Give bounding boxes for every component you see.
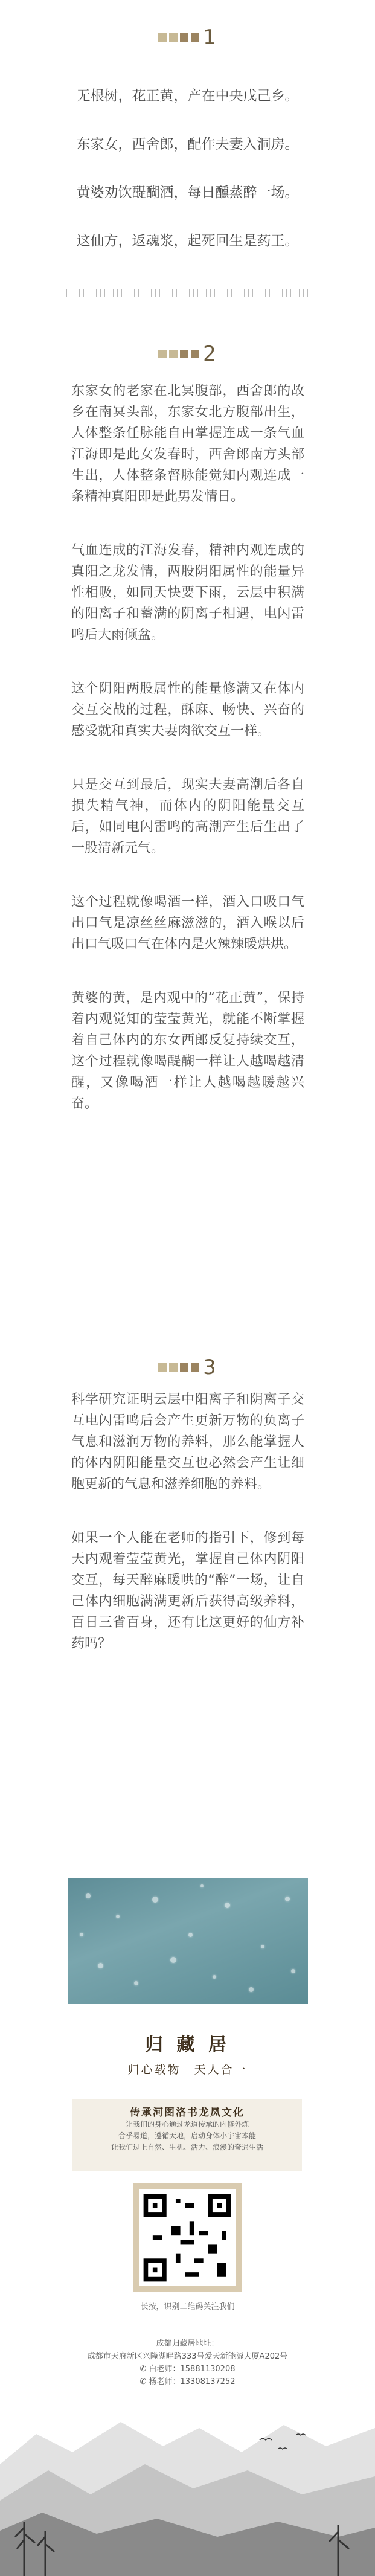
phone-icon: ✆ [139,2377,149,2386]
mark [191,1363,199,1372]
brand-motto: 归心载物 天人合一 [127,2063,248,2077]
section-1-header [0,25,375,50]
poem [0,85,375,278]
brand-name: 归 藏 居 [145,2034,230,2055]
ink-landscape-image [0,2368,375,2576]
water-drop [261,1945,264,1948]
section-2-header [0,342,375,366]
address-label: 成都归藏居地址： [156,2339,219,2348]
mark [180,1363,188,1372]
water-drop [225,1903,230,1908]
section-2-body [71,381,304,1147]
mark [191,350,199,358]
section-marks [158,33,199,42]
paragraph: 东家女的老家在北冥腹部，西舍郎的故乡在南冥头部，东家女北方腹部出生，人体整条任脉能自由掌握连成一条气血江海即是此女发春时，西舍郎南方头部生出，人体整条督脉能觉知内观连成一条精神真阳即是此男发情日。 [71,384,304,504]
water-drop [152,1897,158,1903]
water-drop [116,1915,120,1918]
paragraph: 这个阴阳两股属性的能量修满又在体内交互交战的过程，酥麻、畅快、兴奋的感受就和真实夫妻肉欲交互一样。 [71,681,304,739]
section-number: 1 [203,25,217,50]
address-line: 成都市天府新区兴隆湖畔路333号爱天新能源大厦A202号 [87,2352,288,2361]
paragraph: 只是交互到最后，现实夫妻高潮后各自损失精气神，而体内的阴阳能量交互后，如同电闪雷鸣的高潮产生后生出了一股清新元气。 [71,777,304,856]
qr-code-frame [133,2183,242,2292]
tagline-title: 传承河图洛书龙凤文化 [130,2107,245,2119]
mark [169,1363,178,1372]
poem-line: 这仙方，返魂浆，起死回生是药王。 [76,233,299,249]
section-number: 3 [203,1355,217,1380]
section-3-header [0,1355,375,1380]
water-drop [188,1933,193,1937]
water-drop [170,1957,176,1963]
mark [169,33,178,42]
contact-2: 杨老师：13308137252 [149,2377,236,2386]
mark [180,33,188,42]
section-marks [158,350,199,358]
mark [180,350,188,358]
water-drop [98,1963,103,1968]
poem-line: 无根树，花正黄，产在中央戊己乡。 [76,88,299,104]
water-drop [134,1981,138,1985]
paragraph: 如果一个人能在老师的指引下，修到每天内观着莹莹黄光，掌握自己体内阴阳交互，每天醉麻暖哄的“醉”一场，让自己体内细胞满满更新后获得高级养料，百日三省百身，还有比这更好的仙方补药吗？ [71,1531,304,1651]
rain-drops-image [68,1878,308,2004]
mark [191,33,199,42]
poem-line: 东家女，西舍郎，配作夫妻入洞房。 [76,137,299,152]
water-drop [200,1884,204,1887]
qr-caption: 长按，识别二维码关注我们 [140,2302,235,2311]
contact-1: 白老师：15881130208 [149,2365,236,2374]
paragraph: 科学研究证明云层中阳离子和阴离子交互电闪雷鸣后会产生更新万物的负离子气息和滋润万物的养料，那么能掌握人的体内阴阳能量交互也必然会产生让细胞更新的气息和滋养细胞的养料。 [71,1392,304,1492]
section-marks [158,1363,199,1372]
dotted-divider [66,289,309,297]
tagline-line: 合乎易道，遵循天地，启动身体小宇宙本能 [118,2131,256,2140]
mark [158,350,167,358]
water-drop [213,1975,216,1979]
tagline-line: 让我们过上自然、生机、活力、浪漫的奇遇生活 [111,2143,263,2151]
poem-line: 黄婆劝饮醍醐酒，每日醺蒸醉一场。 [76,185,299,201]
paragraph: 这个过程就像喝酒一样，酒入口吸口气出口气是凉丝丝麻滋滋的，酒入喉以后出口气吸口气在体内是火辣辣暖烘烘。 [71,895,304,952]
mark [158,1363,167,1372]
mark [158,33,167,42]
mark [169,350,178,358]
paragraph: 气血连成的江海发春，精神内观连成的真阳之龙发情，两股阴阳属性的能量异性相吸，如同天快要下雨，云层中积满的阳离子和蓄满的阴离子相遇，电闪雷鸣后大雨倾盆。 [71,543,304,643]
water-drop [86,1893,91,1898]
paragraph: 黄婆的黄，是内观中的“花正黄”，保持着内观觉知的莹莹黄光，就能不断掌握着自己体内的东女西郎反复持续交互，这个过程就像喝醍醐一样让人越喝越清醒，又像喝酒一样让人越喝越暖越兴奋。 [71,991,304,1111]
qr-code-icon[interactable] [139,2189,236,2286]
section-3-body [71,1389,304,1687]
tagline-line: 让我们的身心通过龙道传承的内修外炼 [125,2120,249,2128]
water-drop [285,1897,290,1901]
water-drop [80,1933,83,1936]
phone-icon: ✆ [139,2365,149,2374]
section-number: 2 [203,342,217,366]
brand-block [0,2029,375,2077]
water-drop [291,1969,295,1973]
tagline-box [72,2099,302,2171]
water-drop [249,1987,254,1992]
